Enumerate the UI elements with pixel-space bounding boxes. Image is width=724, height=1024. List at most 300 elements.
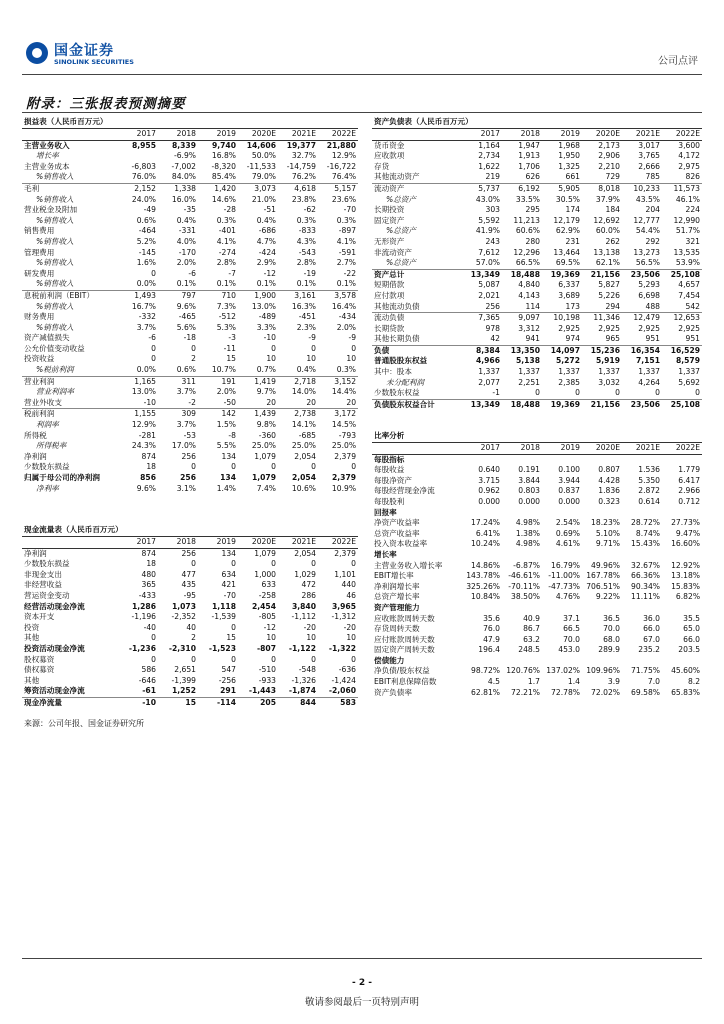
table-row [22,302,358,313]
ratio-section-title: 增长率 [374,549,397,559]
table-row [22,409,358,420]
row-label: 营运资金变动 [24,590,70,600]
row-value: -451 [298,312,316,322]
row-value: -548 [298,665,316,675]
row-value: 5,592 [478,215,500,225]
row-value: 1,000 [254,569,276,579]
row-value: 23.8% [291,194,316,204]
table-row [22,431,358,442]
table-row [372,334,702,345]
row-label: 存货周转天数 [374,624,420,634]
row-value: 2.966 [678,486,701,496]
table-row [372,635,702,646]
row-value: 66.0 [643,624,660,634]
row-value: -1,112 [291,612,316,622]
row-value: 1,900 [238,290,278,301]
row-value: 0 [535,388,540,398]
row-value: 18,488 [502,269,542,280]
row-value: -331 [178,226,196,236]
row-label: 净利润 [24,451,47,461]
year-header: 2022E [662,443,702,455]
logo-cn: 国金证券 [54,43,114,59]
row-value: 13.0% [251,301,276,311]
row-value: -6.87% [513,560,540,570]
row-value: -20 [303,622,316,632]
row-value: 13,464 [553,247,580,257]
row-value: 2,385 [558,377,580,387]
table-row [372,151,702,162]
row-value: 4,143 [518,290,540,300]
row-value: 54.4% [635,226,660,236]
row-value: 0 [231,654,236,664]
row-value: 4.98% [515,518,540,528]
row-value: 62.9% [555,226,580,236]
table-row [372,624,702,635]
row-value: 10 [346,633,357,643]
row-value: 10.84% [471,592,500,602]
row-value: 0.3% [296,215,316,225]
row-value: 583 [318,697,358,708]
row-value: -53 [183,430,196,440]
row-value: -1,539 [211,612,236,622]
row-value: 79.0% [251,172,276,182]
row-value: 1,622 [478,161,500,171]
row-value: 12,179 [553,215,580,225]
row-value: 3,965 [331,601,357,611]
row-value: 30.5% [555,194,580,204]
table-row [22,548,358,559]
row-label: %销售收入 [36,172,74,182]
row-value: -11.00% [548,571,580,581]
row-label: 其他流动资产 [374,172,420,182]
row-value: -281 [138,430,156,440]
row-value: 16.60% [671,539,701,549]
row-value: 10,198 [542,313,582,324]
row-value: 14,606 [246,140,276,150]
row-value: 0 [311,559,316,569]
row-value: 0.712 [678,496,701,506]
row-value: 1,706 [518,161,540,171]
row-value: 844 [278,697,318,708]
row-value: 2.0% [176,258,196,268]
row-value: 262 [605,236,620,246]
table-row [22,172,358,183]
row-value: 3.944 [558,475,580,485]
row-value: 3,017 [638,140,660,150]
row-value: -1,523 [208,643,236,653]
row-value: 661 [565,172,580,182]
row-value: -47.73% [548,581,580,591]
row-label: 长期贷款 [374,323,405,333]
row-value: -7 [228,268,236,278]
table-row [372,195,702,206]
row-value: 134 [220,473,236,482]
row-value: 18 [146,462,156,472]
row-value: 5.5% [216,441,236,451]
year-header: 2018 [158,537,198,549]
row-value: 45.60% [671,666,701,676]
row-value: 0 [231,462,236,472]
row-value: 120.76% [506,666,540,676]
row-value: 18,488 [502,399,542,410]
row-value: 20 [306,397,316,407]
year-header-row [372,443,702,455]
row-value: -2,310 [168,643,196,653]
row-value: 0.614 [638,496,660,506]
row-value: 174 [565,205,580,215]
row-value: 8,018 [582,183,622,194]
row-label: 营业外收支 [24,397,62,407]
table-row [22,686,358,697]
table-row [372,291,702,302]
row-label: 投资 [24,622,40,632]
row-value: 0.4% [296,365,316,375]
row-value: 710 [198,290,238,301]
table-row [22,216,358,227]
row-value: 1,337 [598,367,620,377]
row-value: 20 [346,397,357,407]
row-value: 14.4% [331,387,357,397]
row-value: -933 [258,675,276,685]
row-value: 0 [191,343,196,353]
row-value: 0 [151,654,156,664]
row-value: 14.0% [291,387,316,397]
row-value: 66.0 [683,634,701,644]
row-value: 10.7% [211,365,236,375]
row-value: -2,352 [171,612,196,622]
row-value: 1,252 [171,686,196,696]
sinolink-logo [26,42,146,72]
row-value: 23.6% [331,194,357,204]
row-value: 36.5 [603,613,620,623]
row-value: 1,337 [558,367,580,377]
row-value: -46.61% [508,571,540,581]
row-value: 2,734 [478,151,500,161]
row-label: 其他长期负债 [374,334,420,344]
row-value: 66.36% [631,571,660,581]
table-row [22,226,358,237]
table-row [22,344,358,355]
row-value: 76.4% [331,172,357,182]
row-value: 76.0 [483,624,500,634]
row-value: 280 [525,236,540,246]
row-label: 负债 [372,345,462,356]
table-row [372,162,702,173]
row-value: 72.02% [591,687,620,697]
row-value: 0.803 [518,486,540,496]
row-value: 2,379 [332,473,357,482]
row-label: 税前利润 [22,409,118,420]
row-value: 2.7% [336,258,357,268]
row-value: 32.67% [631,560,660,570]
ratio-section-header [372,656,702,667]
row-value: -70 [343,205,357,215]
row-value: 3.715 [478,475,500,485]
row-value: 0 [311,343,316,353]
year-header: 2020E [582,443,622,455]
row-label: 投资活动现金净流 [24,643,85,653]
row-value: 547 [221,665,236,675]
table-caption-text: 资产负债表（人民币百万元） [372,116,702,129]
row-value: 9,097 [502,313,542,324]
row-value: 32.7% [291,151,316,161]
row-value: 4,840 [518,280,540,290]
row-label: 每股股利 [374,496,405,506]
row-label: 债权募资 [24,665,55,675]
row-value: 1,325 [558,161,580,171]
row-label: 短期借款 [374,280,405,290]
row-value: 1.5% [216,420,236,430]
row-value: 173 [565,301,580,311]
row-value: 8.74% [635,528,660,538]
row-value: 874 [141,548,156,558]
table-row [372,399,702,410]
row-value: -332 [138,312,156,322]
row-value: 0.4% [256,215,276,225]
row-value: 2.3% [296,322,316,332]
row-value: 1,913 [518,151,540,161]
row-value: 5,827 [598,280,620,290]
row-value: -51 [263,205,276,215]
row-value: 5,919 [595,356,620,366]
row-value: 10 [306,633,316,643]
row-value: 5,272 [555,356,580,366]
row-value: 25.0% [251,441,276,451]
row-value: 21,156 [582,269,622,280]
table-row [372,302,702,313]
row-value: 2,925 [638,323,660,333]
table-row [22,559,358,570]
year-header-blank [22,129,118,141]
row-value: -6 [188,268,196,278]
row-value: 2,666 [638,161,660,171]
row-value: 365 [141,580,156,590]
row-value: 62.81% [471,687,500,697]
row-value: 248.5 [518,645,540,655]
row-value: 0 [151,343,156,353]
row-value: 3,840 [291,601,316,611]
row-value: 9.47% [675,528,701,538]
row-value: 16.7% [131,301,156,311]
row-value: 71.75% [631,666,660,676]
row-value: 13,349 [462,399,502,410]
table-caption [372,430,702,443]
row-value: -1 [492,388,500,398]
row-label: 营业利润率 [36,387,74,397]
row-value: 295 [525,205,540,215]
row-value: 0 [271,462,276,472]
table-row [372,688,702,699]
row-value: 7.4% [256,483,276,493]
row-label: 净利润 [24,548,47,558]
row-value: 292 [645,236,660,246]
row-value: 488 [645,301,660,311]
row-value: 1,079 [254,451,276,461]
row-value: -897 [338,226,357,236]
row-value: 3,765 [638,151,660,161]
table-row [22,387,358,398]
table-row [22,591,358,602]
row-value: 4.5 [487,677,500,687]
row-label: %销售收入 [36,258,74,268]
row-value: 1.7 [527,677,540,687]
row-label: %税前利润 [36,365,74,375]
row-value: 2,210 [598,161,620,171]
table-row [372,592,702,603]
row-value: 191 [198,376,238,387]
table-caption-text: 现金流量表（人民币百万元） [22,524,358,537]
row-value: 1,101 [334,569,357,579]
row-value: 1,164 [478,140,500,150]
row-value: 2,054 [294,451,316,461]
row-value: 4.61% [555,539,580,549]
row-value: 10 [266,354,276,364]
row-value: 43.0% [475,194,500,204]
row-value: 76.0% [131,172,156,182]
year-header: 2017 [462,443,502,455]
row-value: 291 [220,686,236,696]
row-value: 76.2% [291,172,316,182]
table-row [22,269,358,280]
row-value: -833 [298,226,316,236]
row-value: 0.0% [136,365,156,375]
row-label: 应付账款周转天数 [374,634,435,644]
row-value: 826 [685,172,701,182]
row-value: 9.22% [595,592,620,602]
row-value: 7,454 [678,290,701,300]
row-value: 16.3% [291,301,316,311]
row-value: 42 [490,334,500,344]
row-label: 长期投资 [374,205,405,215]
row-value [118,151,158,162]
row-value: 1.6% [136,258,156,268]
row-value: -19 [303,268,316,278]
row-value: 874 [141,451,156,461]
row-value: 3,161 [278,290,318,301]
table-row [372,645,702,656]
row-value: 0 [271,654,276,664]
row-value: 0.4% [176,215,196,225]
row-label: 流动资产 [372,183,462,194]
year-header: 2020E [238,129,278,141]
logo-en: SINOLINK SECURITIES [54,58,134,66]
row-label: 所得税率 [36,441,67,451]
row-value: 1,493 [118,290,158,301]
table-row [372,356,702,367]
row-value: -8,320 [211,161,236,171]
row-value: 586 [141,665,156,675]
table-row [22,697,358,708]
table-row [372,269,702,280]
row-value: 12,777 [633,215,660,225]
row-label: 其他流动负债 [374,301,420,311]
row-value: 25,108 [662,269,702,280]
row-value: 1,968 [558,140,580,150]
row-value: 5,087 [478,280,500,290]
row-value: 167.78% [586,571,620,581]
row-value: 453.0 [558,645,580,655]
row-value: 231 [565,236,580,246]
table-row [22,140,358,151]
row-value: 21,156 [582,399,622,410]
year-header: 2021E [622,443,662,455]
row-value: -11,533 [246,161,276,171]
year-header-row [22,537,358,549]
row-label: 净资产收益率 [374,518,420,528]
row-value: -62 [303,205,316,215]
row-value: 3.7% [136,322,156,332]
row-value: 20 [266,397,276,407]
row-value: 50.0% [251,151,276,161]
row-value: 965 [605,334,620,344]
row-value: -1,236 [128,643,156,653]
row-label: 固定资产周转天数 [374,645,435,655]
row-value: 4.1% [336,236,357,246]
row-value: 69.58% [631,687,660,697]
table-row [22,376,358,387]
row-value: 98.72% [471,666,500,676]
row-value: -9 [348,333,357,343]
row-value: 16.4% [331,301,357,311]
row-label: 经营活动现金净流 [24,601,85,611]
table-row [22,633,358,644]
disclaimer: 敬请参阅最后一页特别声明 [304,997,419,1008]
row-value: 5,737 [462,183,502,194]
row-label: 应收账款周转天数 [374,613,435,623]
row-value: -10 [118,697,158,708]
row-value: -50 [223,397,236,407]
row-value: 1.836 [598,486,620,496]
table-row [372,313,702,324]
row-value: 7,612 [478,247,500,257]
table-row [372,172,702,183]
row-value: 3,152 [318,376,358,387]
row-value: -8 [228,430,236,440]
table-caption [372,116,702,129]
row-value: 440 [341,580,357,590]
year-header: 2018 [502,129,542,141]
row-value: 15 [158,697,198,708]
row-value: 289.9 [598,645,620,655]
row-value: 12,692 [593,215,620,225]
row-value: 0 [351,559,357,569]
row-value: -512 [218,312,236,322]
row-label: 投入资本收益率 [374,539,428,549]
table-row [22,365,358,376]
row-value: 6,192 [502,183,542,194]
row-value: 2,379 [334,548,357,558]
row-value: 68.0 [603,634,620,644]
row-value: 2,906 [598,151,620,161]
row-value: 14.6% [211,194,236,204]
table-row [22,151,358,162]
row-value: 5,157 [318,183,358,194]
row-value: 0 [271,559,276,569]
row-value: 17.0% [171,441,196,451]
row-value: -11 [223,343,236,353]
row-value: -465 [178,312,196,322]
year-header: 2019 [542,129,582,141]
row-value: 12,990 [673,215,701,225]
row-value: 1,286 [131,601,156,611]
row-value: 0 [271,343,276,353]
row-value: 15 [226,633,236,643]
table-row [372,529,702,540]
row-label: 其中：股本 [374,367,412,377]
row-label: 营业利润 [22,376,118,387]
row-value: 35.5 [683,613,701,623]
row-value: 38.50% [511,592,540,602]
